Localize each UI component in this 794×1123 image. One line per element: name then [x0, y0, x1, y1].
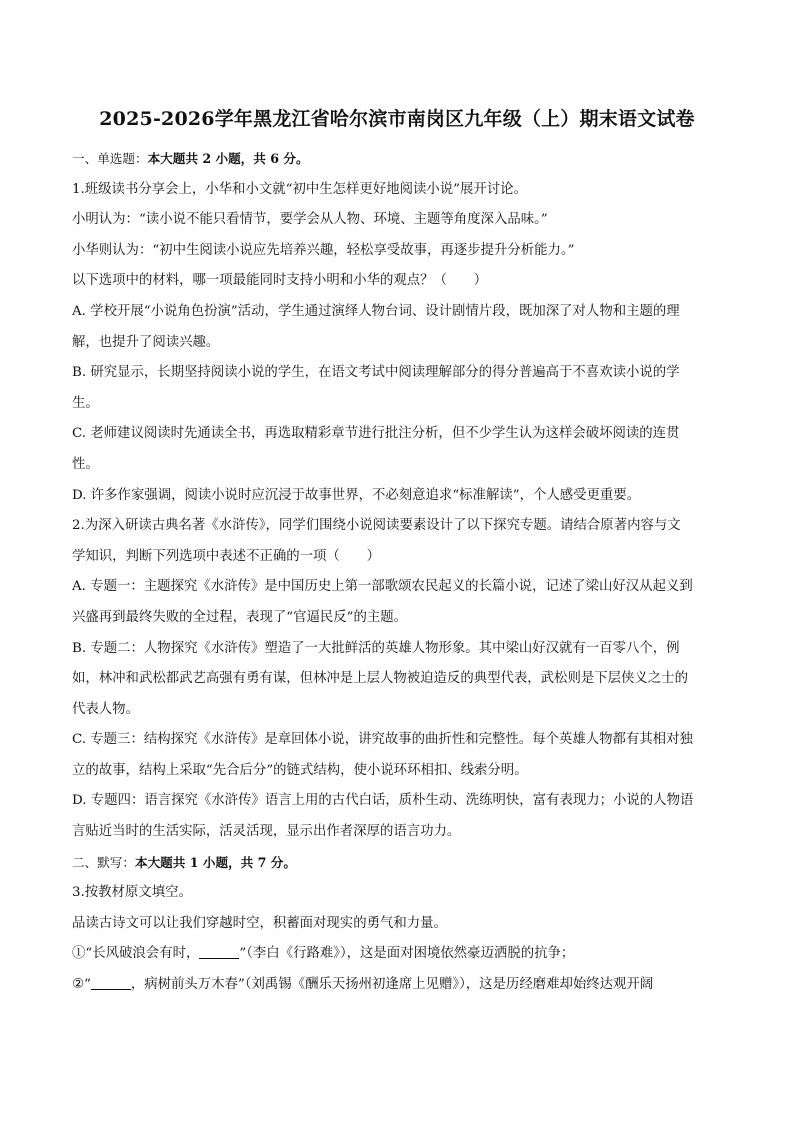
- section-2-prefix: 二、默写：: [72, 854, 135, 870]
- q2-stem-line1: 2.为深入研读古典名著《水浒传》，同学们围绕小说阅读要素设计了以下探究专题。请结合原著内容与文: [72, 518, 681, 534]
- q2-option-b-line2: 如，林冲和武松都武艺高强有勇有谋，但林冲是上层人物被迫造反的典型代表，武松则是下层侠义之士的: [72, 671, 688, 687]
- q1-option-c-line2: 性。: [72, 456, 99, 472]
- q3-item-1-before: ①“长风破浪会有时，: [72, 946, 200, 962]
- q3-item-2-after: ，病树前头万木春”（刘禹锡《酬乐天扬州初逢席上见赠》），这是历经磨难却始终达观开阔: [130, 977, 654, 993]
- q1-option-d: D. 许多作家强调，阅读小说时应沉浸于故事世界，不必刻意追求“标准解读”，个人感受更重要。: [72, 487, 641, 503]
- q2-option-c-line1: C. 专题三：结构探究《水浒传》是章回体小说，讲究故事的曲折性和完整性。每个英雄人物都有其相对独: [72, 732, 693, 748]
- q3-intro: 品读古诗文可以让我们穿越时空，积蓄面对现实的勇气和力量。: [72, 915, 447, 931]
- section-1-info: 本大题共 2 小题，共 6 分。: [147, 151, 309, 166]
- exam-content: [72, 144, 722, 1001]
- q2-option-d-line1: D. 专题四：语言探究《水浒传》语言上用的古代白话，质朴生动、洗练明快，富有表现力；小说的人物语: [72, 793, 694, 809]
- q2-option-a-line1: A. 专题一：主题探究《水浒传》是中国历史上第一部歌颂农民起义的长篇小说，记述了梁山好汉从起义到: [72, 579, 693, 595]
- exam-title: 2025-2026学年黑龙江省哈尔滨市南岗区九年级（上）期末语文试卷: [99, 108, 695, 130]
- section-1-prefix: 一、单选题：: [72, 151, 148, 166]
- q3-item-2-before: ②“: [72, 977, 91, 993]
- q2-stem-line2: 学知识，判断下列选项中表述不正确的一项（ ）: [72, 548, 380, 564]
- q3-item-1: [72, 939, 722, 970]
- q1-option-b-line1: B. 研究显示，长期坚持阅读小说的学生，在语文考试中阅读理解部分的得分普遍高于不喜欢读小说的学: [72, 365, 680, 381]
- section-2-info: 本大题共 1 小题，共 7 分。: [134, 854, 296, 870]
- section-2-heading: [72, 848, 722, 879]
- q1-option-c-line1: C. 老师建议阅读时先通读全书，再选取精彩章节进行批注分析，但不少学生认为这样会破坏阅读的连贯: [72, 426, 680, 442]
- q3-item-1-after: ”（李白《行路难》），这是面对困境依然豪迈洒脱的抗争；: [239, 946, 575, 962]
- q2-option-a-line2: 兴盛再到最终失败的全过程，表现了“官逼民反”的主题。: [72, 609, 408, 625]
- q2-option-b-line3: 代表人物。: [72, 701, 139, 717]
- q1-option-a-line2: 解，也提升了阅读兴趣。: [72, 334, 220, 350]
- q3-blank-1[interactable]: [199, 944, 239, 959]
- q1-option-a-line1: A. 学校开展“小说角色扮演”活动，学生通过演绎人物台词、设计剧情片段，既加深了对人物和主题的理: [72, 303, 680, 319]
- q3-blank-2[interactable]: [91, 975, 131, 990]
- q3-stem: 3.按教材原文填空。: [72, 885, 192, 901]
- q3-item-2: [72, 970, 722, 1001]
- q1-option-b-line2: 生。: [72, 395, 99, 411]
- section-1-heading: [72, 144, 722, 175]
- q2-option-c-line2: 立的故事，结构上采取“先合后分”的链式结构，使小说环环相扣、线索分明。: [72, 762, 528, 778]
- q1-xiaoming-view: 小明认为：“读小说不能只看情节，要学会从人物、环境、主题等角度深入品味。”: [72, 212, 548, 228]
- q1-xiaohua-view: 小华则认为：“初中生阅读小说应先培养兴趣，轻松享受故事，再逐步提升分析能力。”: [72, 242, 575, 258]
- q1-question: 以下选项中的材料，哪一项最能同时支持小明和小华的观点？（ ）: [72, 273, 488, 289]
- q2-option-d-line2: 言贴近当时的生活实际，活灵活现，显示出作者深厚的语言功力。: [72, 824, 461, 840]
- q1-stem: 1.班级读书分享会上，小华和小文就“初中生怎样更好地阅读小说”展开讨论。: [72, 181, 527, 197]
- q2-option-b-line1: B. 专题二：人物探究《水浒传》塑造了一大批鲜活的英雄人物形象。其中梁山好汉就有一百零八个，例: [72, 640, 680, 656]
